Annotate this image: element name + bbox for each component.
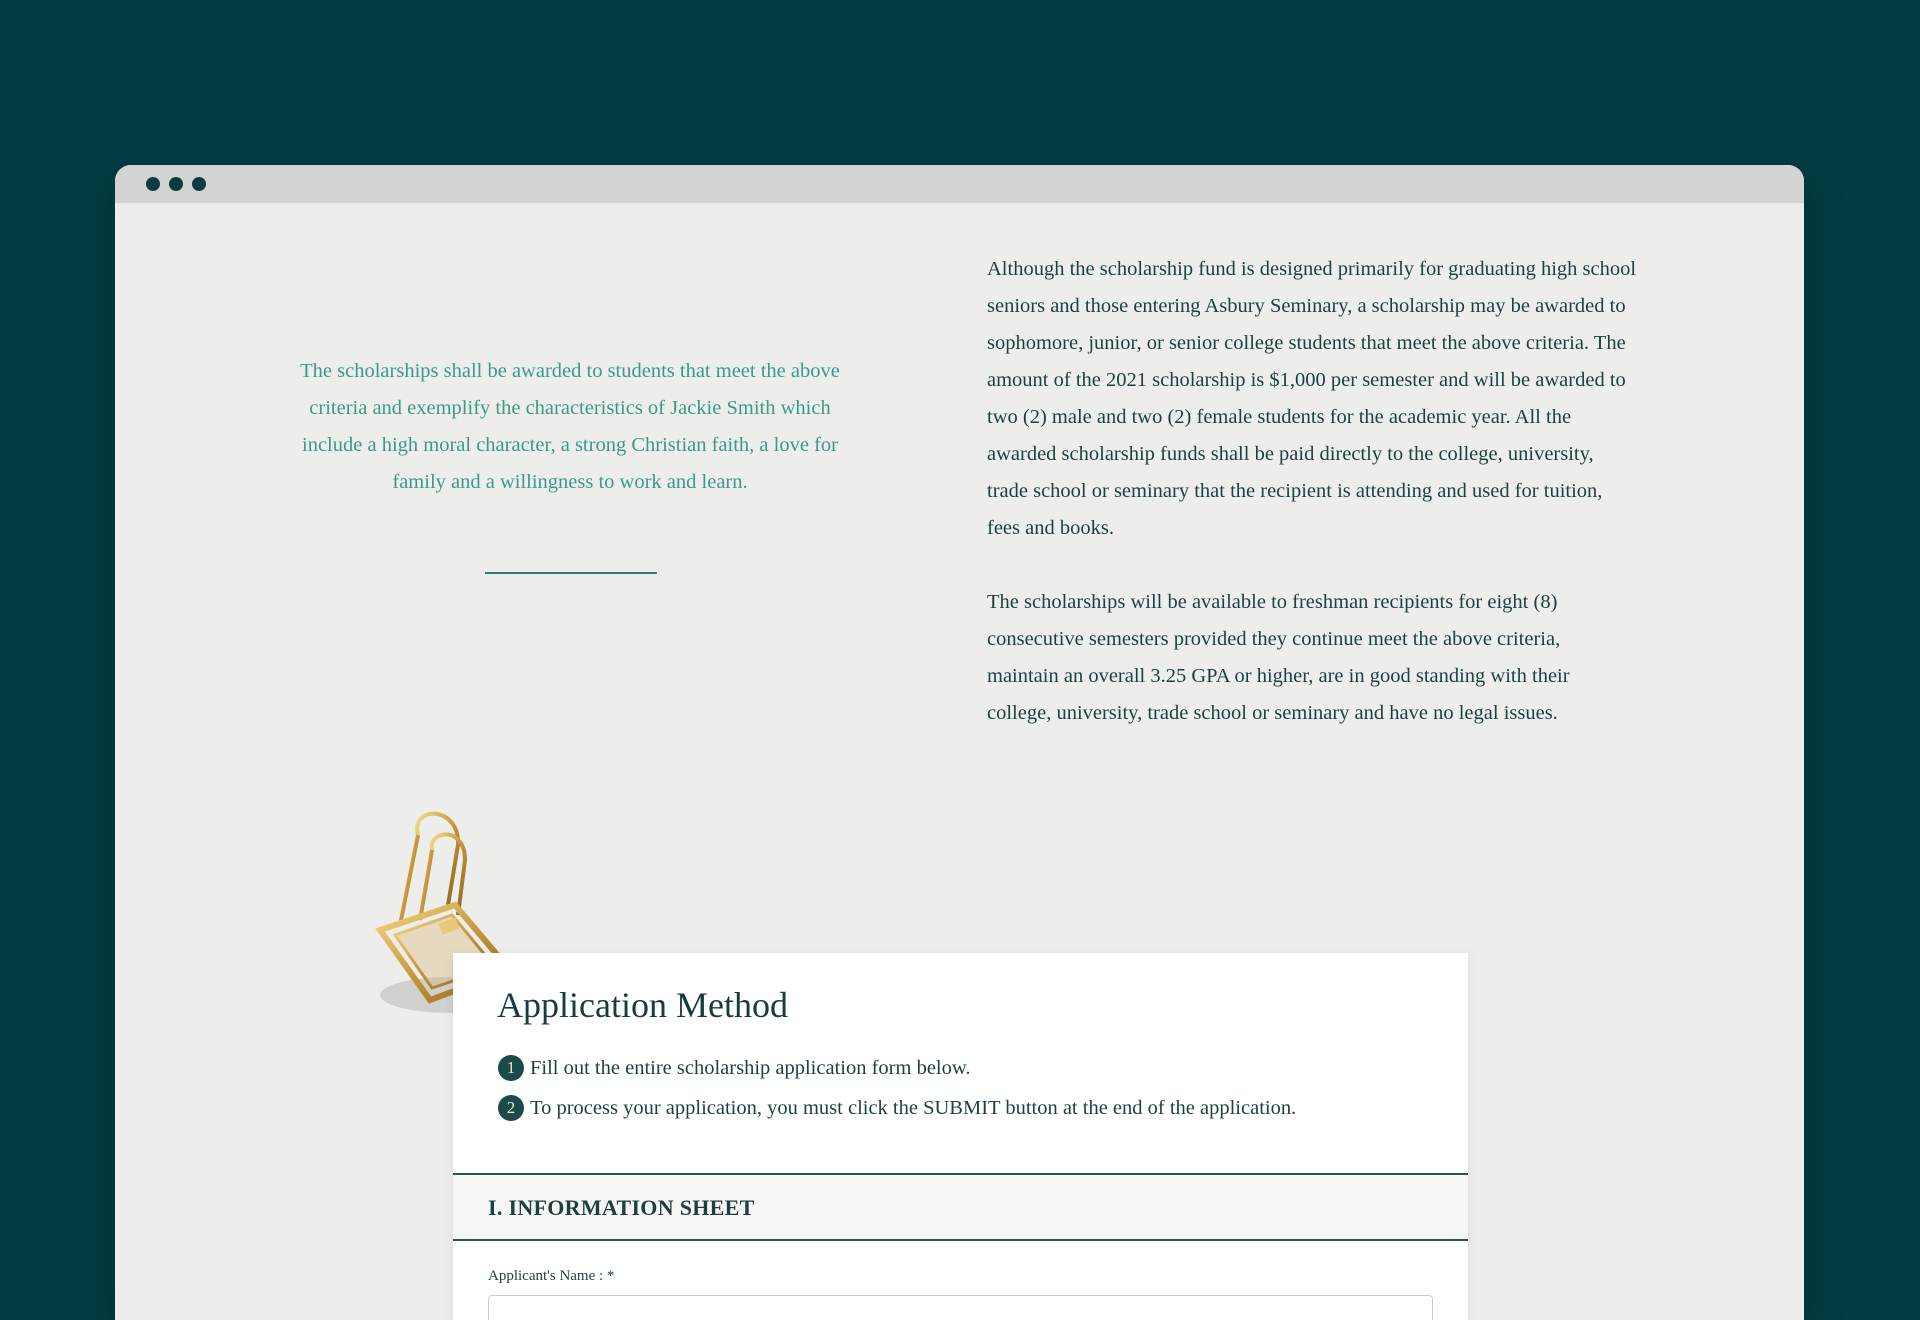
- applicant-name-label: Applicant's Name : *: [488, 1268, 615, 1284]
- applicant-name-input[interactable]: [488, 1295, 1433, 1320]
- application-card: [453, 953, 1468, 1320]
- window-title-bar: [115, 165, 1804, 203]
- step-text: To process your application, you must click the SUBMIT button at the end of the application.: [530, 1096, 1297, 1119]
- description-paragraph-2: The scholarships will be available to freshman recipients for eight (8) consecutive semesters provided they continue meet the above criteria, maintain an overall 3.25 GPA or higher, are in good standing with their college, university, trade school or seminary and have no legal issues.: [987, 591, 1570, 724]
- application-title: Application Method: [497, 985, 788, 1025]
- application-step-2: [498, 1094, 1296, 1122]
- scholarship-description: [987, 251, 1637, 769]
- step-text: Fill out the entire scholarship application form below.: [530, 1056, 971, 1079]
- application-step-1: [498, 1054, 970, 1082]
- window-maximize-dot-icon[interactable]: [192, 177, 206, 191]
- description-paragraph-1: Although the scholarship fund is designed primarily for graduating high school seniors and those entering Asbury Seminary, a scholarship may be awarded to sophomore, junior, or senior college students that meet the above criteria. The amount of the 2021 scholarship is $1,000 per semester and will be awarded to two (2) male and two (2) female students for the academic year. All the awarded scholarship funds shall be paid directly to the college, university, trade school or seminary that the recipient is attending and used for tuition, fees and books.: [987, 258, 1637, 539]
- pull-quote: The scholarships shall be awarded to students that meet the above criteria and exemplify the characteristics of Jackie Smith which include a high moral character, a strong Christian faith, a love for family and a willingness to work and learn.: [300, 360, 840, 493]
- window-minimize-dot-icon[interactable]: [169, 177, 183, 191]
- window-close-dot-icon[interactable]: [146, 177, 160, 191]
- step-number-badge: 1: [498, 1055, 524, 1081]
- information-sheet-header: [453, 1173, 1468, 1241]
- section-title: I. INFORMATION SHEET: [488, 1195, 755, 1220]
- quote-divider: [485, 572, 657, 574]
- step-number-badge: 2: [498, 1095, 524, 1121]
- browser-window: [115, 165, 1804, 1320]
